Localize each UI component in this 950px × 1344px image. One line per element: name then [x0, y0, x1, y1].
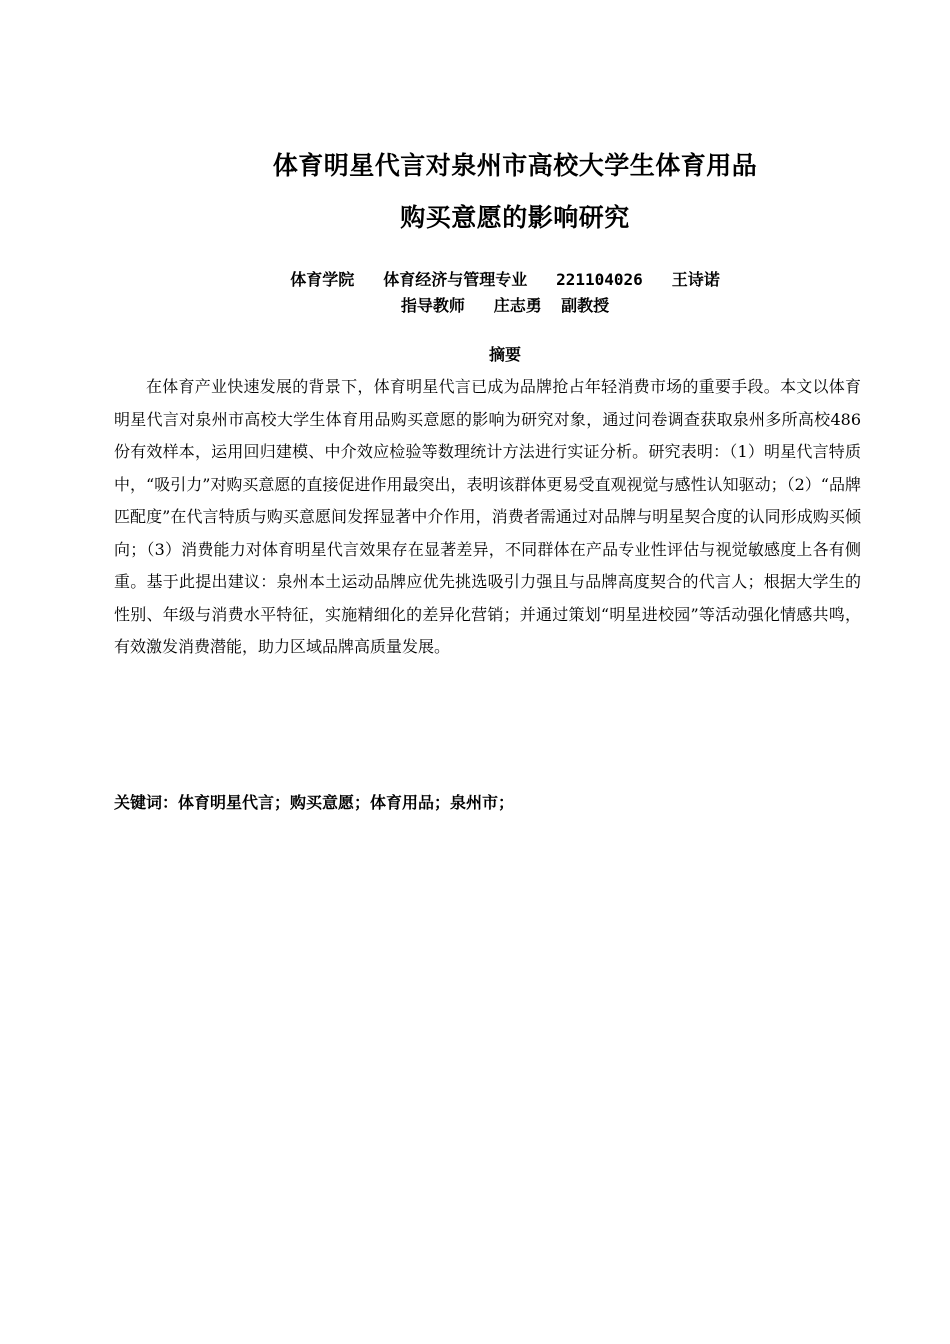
author-info — [0, 269, 950, 291]
advisor-line: 指导教师 庄志勇 副教授 — [400, 296, 610, 315]
author-line: 体育学院 体育经济与管理专业 221104026 王诗诺 — [290, 270, 720, 289]
advisor-info — [0, 295, 950, 317]
abstract-heading: 摘要 — [488, 345, 521, 364]
abstract-body: 在体育产业快速发展的背景下，体育明星代言已成为品牌抢占年轻消费市场的重要手段。本文以体育明星代言对泉州市高校大学生体育用品购买意愿的影响为研究对象，通过问卷调查获取泉州多所高校486份有效样本，运用回归建模、中介效应检验等数理统计方法进行实证分析。研究表明：（1）明星代言特质中，“吸引力”对购买意愿的直接促进作用最突出，表明该群体更易受直观视觉与感性认知驱动；（2）“品牌匹配度”在代言特质与购买意愿间发挥显著中介作用，消费者需通过对品牌与明星契合度的认同形成购买倾向；（3）消费能力对体育明星代言效果存在显著差异，不同群体在产品专业性评估与视觉敏感度上各有侧重。基于此提出建议：泉州本土运动品牌应优先挑选吸引力强且与品牌高度契合的代言人；根据大学生的性别、年级与消费水平特征，实施精细化的差异化营销；并通过策划“明星进校园”等活动强化情感共鸣，有效激发消费潜能，助力区域品牌高质量发展。 — [114, 377, 861, 656]
document-title-line-1: 体育明星代言对泉州市高校大学生体育用品 — [272, 151, 758, 180]
keywords-line: 关键词：体育明星代言；购买意愿；体育用品；泉州市； — [114, 793, 515, 812]
document-title-line-2: 购买意愿的影响研究 — [400, 203, 630, 232]
